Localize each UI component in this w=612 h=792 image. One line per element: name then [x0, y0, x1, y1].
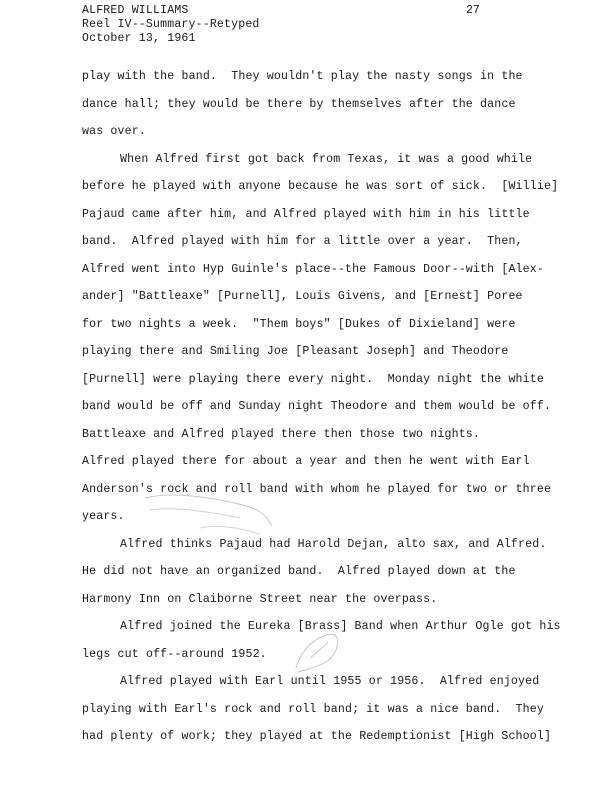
- text-line: band. Alfred played with him for a little over a year. Then,: [82, 235, 523, 248]
- reel-label: Reel IV--Summary--Retyped: [82, 18, 260, 31]
- subject-name: ALFRED WILLIAMS: [82, 4, 189, 17]
- document-header: [82, 4, 260, 46]
- paragraph-start-line: When Alfred first got back from Texas, it was a good while: [120, 153, 533, 166]
- text-line: Harmony Inn on Claiborne Street near the overpass.: [82, 593, 438, 606]
- text-line: for two nights a week. "Them boys" [Dukes of Dixieland] were: [82, 318, 516, 331]
- text-line: He did not have an organized band. Alfred played down at the: [82, 565, 516, 578]
- text-line: Pajaud came after him, and Alfred played with him in his little: [82, 208, 530, 221]
- text-line: Battleaxe and Alfred played there then those two nights.: [82, 428, 481, 441]
- text-line: legs cut off--around 1952.: [82, 648, 267, 661]
- text-line: years.: [82, 510, 125, 523]
- page-number: 27: [466, 4, 480, 17]
- text-line: play with the band. They wouldn't play the nasty songs in the: [82, 70, 523, 83]
- text-line: playing there and Smiling Joe [Pleasant Joseph] and Theodore: [82, 345, 509, 358]
- text-line: ander] "Battleaxe" [Purnell], Louis Givens, and [Ernest] Poree: [82, 290, 523, 303]
- paragraph-start-line: Alfred joined the Eureka [Brass] Band when Arthur Ogle got his: [120, 620, 561, 633]
- interview-date: October 13, 1961: [82, 32, 196, 45]
- text-line: Anderson's rock and roll band with whom he played for two or three: [82, 483, 552, 496]
- bleed-through-mark: [288, 628, 348, 678]
- text-line: had plenty of work; they played at the Redemptionist [High School]: [82, 730, 552, 743]
- text-line: dance hall; they would be there by themselves after the dance: [82, 98, 516, 111]
- text-line: before he played with anyone because he was sort of sick. [Willie]: [82, 180, 559, 193]
- paragraph-start-line: Alfred played with Earl until 1955 or 1956. Alfred enjoyed: [120, 675, 540, 688]
- text-line: [Purnell] were playing there every night. Monday night the white: [82, 373, 544, 386]
- text-line: band would be off and Sunday night Theodore and them would be off.: [82, 400, 552, 413]
- text-line: Alfred went into Hyp Guinle's place--the Famous Door--with [Alex-: [82, 263, 544, 276]
- text-line: playing with Earl's rock and roll band; it was a nice band. They: [82, 703, 544, 716]
- paragraph-start-line: Alfred thinks Pajaud had Harold Dejan, alto sax, and Alfred.: [120, 538, 547, 551]
- text-line: Alfred played there for about a year and then he went with Earl: [82, 455, 530, 468]
- text-line: was over.: [82, 125, 146, 138]
